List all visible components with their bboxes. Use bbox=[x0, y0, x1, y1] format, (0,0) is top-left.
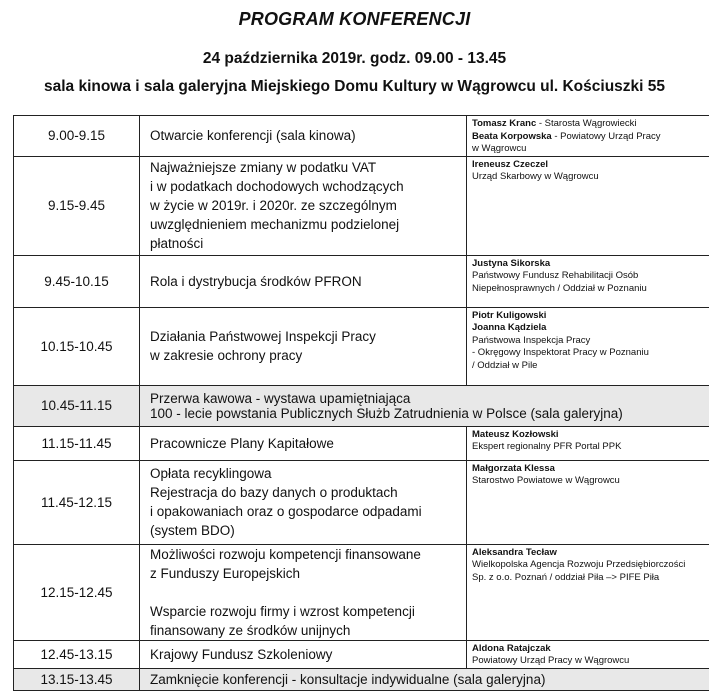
speaker-name: Ireneusz Czeczel bbox=[472, 158, 549, 170]
speaker-name: Małgorzata Klessa bbox=[472, 462, 555, 474]
speaker-name: Aleksandra Tecław bbox=[472, 546, 557, 558]
topic-cell bbox=[140, 640, 467, 668]
document-title: PROGRAM KONFERENCJI bbox=[238, 9, 471, 29]
program-table-body bbox=[14, 116, 709, 691]
time-cell: 12.45-13.15 bbox=[14, 640, 140, 668]
topic-line: (system BDO) bbox=[150, 523, 235, 538]
topic-cell bbox=[140, 307, 467, 385]
speaker-affiliation: Starostwo Powiatowe w Wągrowcu bbox=[472, 475, 620, 486]
speaker-cell bbox=[467, 640, 709, 668]
program-row bbox=[14, 156, 709, 255]
topic-cell bbox=[140, 544, 467, 640]
topic-line: Krajowy Fundusz Szkoleniowy bbox=[150, 646, 333, 662]
speaker-name: Mateusz Kozłowski bbox=[472, 428, 559, 440]
speaker-cell bbox=[467, 156, 709, 255]
program-row bbox=[14, 460, 709, 544]
program-table bbox=[13, 115, 709, 691]
topic-line: i w podatkach dochodowych wchodzących bbox=[150, 179, 404, 194]
speaker-name: Beata Korpowska bbox=[472, 130, 552, 142]
topic-line: uwzględnieniem mechanizmu podzielonej bbox=[150, 217, 400, 232]
speaker-line bbox=[472, 322, 709, 335]
speaker-line bbox=[472, 429, 709, 442]
time-cell: 9.45-10.15 bbox=[14, 255, 140, 307]
topic-line: Rejestracja do bazy danych o produktach bbox=[150, 485, 398, 500]
speaker-affiliation: - Starosta Wągrowiecki bbox=[536, 118, 637, 129]
closing-description: Zamknięcie konferencji - konsultacje indywidualne (sala galeryjna) bbox=[140, 668, 709, 690]
speaker-line bbox=[472, 270, 709, 283]
time-cell: 9.15-9.45 bbox=[14, 156, 140, 255]
closing-row bbox=[14, 668, 709, 690]
topic-line: Pracownicze Plany Kapitałowe bbox=[150, 435, 334, 451]
topic-line: płatności bbox=[150, 236, 204, 251]
speaker-cell bbox=[467, 116, 709, 157]
speaker-name: Joanna Kądziela bbox=[472, 322, 547, 333]
topic-cell bbox=[140, 426, 467, 460]
break-line: Przerwa kawowa - wystawa upamiętniająca bbox=[150, 390, 411, 406]
speaker-cell bbox=[467, 307, 709, 385]
speaker-name: Piotr Kuligowski bbox=[472, 309, 547, 321]
program-row bbox=[14, 640, 709, 668]
speaker-affiliation: w Wągrowcu bbox=[472, 143, 527, 154]
venue-line: sala kinowa i sala galeryjna Miejskiego Domu Kultury w Wągrowcu ul. Kościuszki 55 bbox=[43, 78, 666, 95]
break-line: 100 - lecie powstania Publicznych Służb Zatrudnienia w Polsce (sala galeryjna) bbox=[150, 405, 623, 421]
speaker-line bbox=[472, 643, 709, 656]
topic-line: Wsparcie rozwoju firmy i wzrost kompetencji bbox=[150, 603, 415, 619]
time-cell: 9.00-9.15 bbox=[14, 116, 140, 157]
speaker-line bbox=[472, 283, 709, 296]
speaker-line bbox=[472, 131, 709, 144]
speaker-line bbox=[472, 655, 709, 668]
speaker-line bbox=[472, 547, 709, 560]
program-row bbox=[14, 255, 709, 307]
speaker-affiliation: Powiatowy Urząd Pracy w Wągrowcu bbox=[472, 655, 630, 666]
topic-line: Opłata recyklingowa bbox=[150, 466, 272, 481]
speaker-affiliation: Wielkopolska Agencja Rozwoju Przedsiębiorczości bbox=[472, 559, 686, 570]
break-row bbox=[14, 385, 709, 426]
speaker-line bbox=[472, 310, 709, 323]
time-cell: 12.15-12.45 bbox=[14, 544, 140, 640]
speaker-affiliation: Państwowy Fundusz Rehabilitacji Osób bbox=[472, 270, 639, 281]
time-cell: 13.15-13.45 bbox=[14, 668, 140, 690]
program-row bbox=[14, 426, 709, 460]
speaker-affiliation: - Okręgowy Inspektorat Pracy w Poznaniu bbox=[472, 347, 649, 358]
speaker-affiliation: Ekspert regionalny PFR Portal PPK bbox=[472, 441, 622, 452]
topic-line: Możliwości rozwoju kompetencji finansowane bbox=[150, 546, 421, 562]
speaker-line bbox=[472, 118, 709, 131]
topic-line: w życie w 2019r. i 2020r. ze szczególnym bbox=[150, 198, 397, 213]
program-row bbox=[14, 544, 709, 640]
topic-line: i opakowaniach oraz o gospodarce odpadami bbox=[150, 504, 422, 519]
date-time-line: 24 października 2019r. godz. 09.00 - 13.45 bbox=[202, 50, 507, 67]
topic-line: Działania Państwowej Inspekcji Pracy bbox=[150, 329, 376, 344]
speaker-affiliation: Niepełnosprawnych / Oddział w Poznaniu bbox=[472, 282, 647, 294]
speaker-affiliation: Państwowa Inspekcja Pracy bbox=[472, 334, 591, 346]
program-row bbox=[14, 307, 709, 385]
time-cell: 11.15-11.45 bbox=[14, 426, 140, 460]
time-cell: 10.15-10.45 bbox=[14, 307, 140, 385]
topic-line: finansowany ze środków unijnych bbox=[150, 622, 351, 638]
time-cell: 10.45-11.15 bbox=[14, 385, 140, 426]
speaker-affiliation: Urząd Skarbowy w Wągrowcu bbox=[472, 171, 599, 182]
speaker-line bbox=[472, 347, 709, 360]
speaker-line bbox=[472, 559, 709, 572]
topic-cell bbox=[140, 116, 467, 157]
topic-line: Rola i dystrybucja środków PFRON bbox=[150, 273, 362, 289]
topic-line: Najważniejsze zmiany w podatku VAT bbox=[150, 160, 377, 175]
speaker-affiliation: Sp. z o.o. Poznań / oddział Piła –> PIFE Piła bbox=[472, 571, 660, 583]
topic-cell bbox=[140, 255, 467, 307]
speaker-cell bbox=[467, 255, 709, 307]
speaker-line bbox=[472, 463, 709, 476]
speaker-affiliation: - Powiatowy Urząd Pracy bbox=[551, 130, 661, 142]
topic-line: w zakresie ochrony pracy bbox=[150, 348, 303, 363]
speaker-line bbox=[472, 171, 709, 184]
speaker-line bbox=[472, 143, 709, 156]
speaker-cell bbox=[467, 460, 709, 544]
topic-line: Otwarcie konferencji (sala kinowa) bbox=[150, 128, 356, 144]
topic-line bbox=[150, 583, 466, 602]
speaker-line bbox=[472, 258, 709, 271]
speaker-line bbox=[472, 572, 709, 585]
topic-cell bbox=[140, 460, 467, 544]
topic-cell bbox=[140, 156, 467, 255]
speaker-line bbox=[472, 441, 709, 454]
speaker-line bbox=[472, 475, 709, 488]
speaker-cell bbox=[467, 544, 709, 640]
program-row bbox=[14, 116, 709, 157]
speaker-name: Justyna Sikorska bbox=[472, 257, 551, 269]
speaker-line bbox=[472, 159, 709, 172]
speaker-line bbox=[472, 360, 709, 373]
speaker-name: Tomasz Kranc bbox=[472, 118, 537, 129]
break-description bbox=[140, 385, 709, 426]
speaker-affiliation: / Oddział w Pile bbox=[472, 359, 538, 371]
time-cell: 11.45-12.15 bbox=[14, 460, 140, 544]
speaker-line bbox=[472, 335, 709, 348]
speaker-cell bbox=[467, 426, 709, 460]
speaker-name: Aldona Ratajczak bbox=[472, 642, 551, 654]
topic-line: z Funduszy Europejskich bbox=[150, 565, 301, 581]
